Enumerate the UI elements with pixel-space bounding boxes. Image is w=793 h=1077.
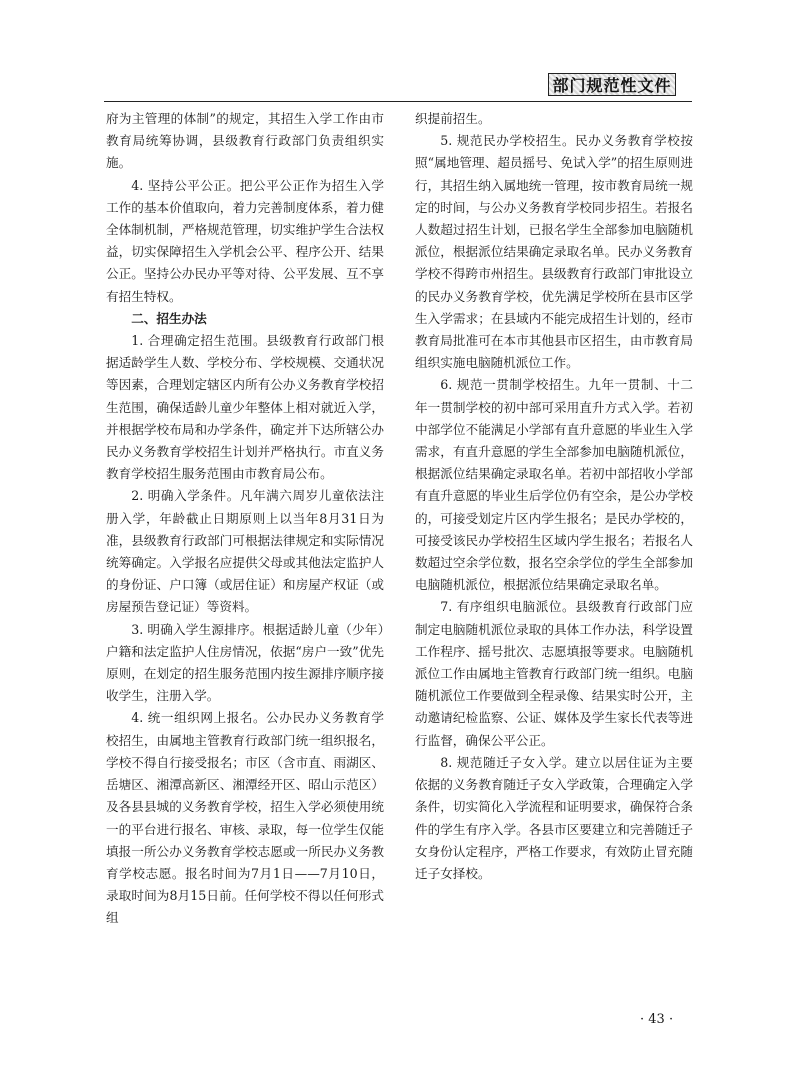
paragraph-private-school-enrollment: 5. 规范民办学校招生。民办义务教育学校按照“属地管理、超员摇号、免试入学”的招生原则进行，其招生纳入属地统一管理，按市教育局统一规定的时间，与公办义务教育学校同步招生。若报名人数超过招生计划，已报名学生全部参加电脑随机派位，根据派位结果确定录取名单。民办义务教育学校不得跨市州招生。县级教育行政部门审批设立的民办义务教育学校，优先满足学校所在县市区学生入学需求；在县域内不能完成招生计划的，经市教育局批准可在本市其他县市区招生，由市教育局组织实施电脑随机派位工作。 <box>415 133 693 371</box>
paragraph-computer-lottery: 7. 有序组织电脑派位。县级教育行政部门应制定电脑随机派位录取的具体工作办法，科学设置工作程序、摇号批次、志愿填报等要求。电脑随机派位工作由属地主管教育行政部门统一组织。电脑随机派位工作要做到全程录像、结果实时公开，主动邀请纪检监察、公证、媒体及学生家长代表等进行监督，确保公平公正。 <box>415 599 693 748</box>
section-label-badge <box>548 73 676 96</box>
paragraph-online-registration: 4. 统一组织网上报名。公办民办义务教育学校招生，由属地主管教育行政部门统一组织报名，学校不得自行接受报名；市区（含市直、雨湖区、岳塘区、湘潭高新区、湘潭经开区、昭山示范区）及各县县城的义务教育学校，招生入学必须使用统一的平台进行报名、审核、录取，每一位学生仅能填报一所公办义务教育学校志愿或一所民办义务教育学校志愿。报名时间为7月1日——7月10日，录取时间为8月15日前。任何学校不得以任何形式组 <box>106 710 384 926</box>
paragraph-migrant-children: 8. 规范随迁子女入学。建立以居住证为主要依据的义务教育随迁子女入学政策，合理确定入学条件，切实简化入学流程和证明要求，确保符合条件的学生有序入学。各县市区要建立和完善随迁子女身份认定程序，严格工作要求，有效防止冒充随迁子女择校。 <box>415 754 693 881</box>
paragraph-student-ranking: 3. 明确入学生源排序。根据适龄儿童（少年）户籍和法定监护人住房情况，依据“房户一致”优先原则，在划定的招生服务范围内按生源排序顺序接收学生，注册入学。 <box>106 621 384 704</box>
paragraph-continuation: 府为主管理的体制”的规定，其招生入学工作由市教育局统筹协调，县级教育行政部门负责组织实施。 <box>106 111 384 171</box>
paragraph-continuation: 织提前招生。 <box>415 111 491 126</box>
page-number: · 43 · <box>640 1012 674 1027</box>
section-heading-enrollment-methods: 二、招生办法 <box>131 310 207 326</box>
paragraph-admission-conditions: 2. 明确入学条件。凡年满六周岁儿童依法注册入学，年龄截止日期原则上以当年8月31日为准，县级教育行政部门可根据法律规定和实际情况统筹确定。入学报名应提供父母或其他法定监护人的身份证、户口簿（或居住证）和房屋产权证（或房屋预告登记证）等资料。 <box>106 488 384 615</box>
right-text-column <box>415 108 693 885</box>
left-text-column <box>106 108 384 930</box>
header-divider <box>104 101 692 102</box>
section-label-text: 部门规范性文件 <box>552 76 672 95</box>
paragraph-consistent-school-enrollment: 6. 规范一贯制学校招生。九年一贯制、十二年一贯制学校的初中部可采用直升方式入学。若初中部学位不能满足小学部有直升意愿的毕业生入学需求，有直升意愿的学生全部参加电脑随机派位，根据派位结果确定录取名单。若初中部招收小学部有直升意愿的毕业生后学位仍有空余，是公办学校的，可接受划定片区内学生报名；是民办学校的，可接受该民办学校招生区域内学生报名；若报名人数超过空余学位数，报名空余学位的学生全部参加电脑随机派位，根据派位结果确定录取名单。 <box>415 377 693 593</box>
paragraph-enrollment-scope: 1. 合理确定招生范围。县级教育行政部门根据适龄学生人数、学校分布、学校规模、交通状况等因素，合理划定辖区内所有公办义务教育学校招生范围，确保适龄儿童少年整体上相对就近入学，并根据学校布局和办学条件，确定并下达所辖公办民办义务教育学校招生计划并严格执行。市直义务教育学校招生服务范围由市教育局公布。 <box>106 333 384 482</box>
paragraph-fair-principle: 4. 坚持公平公正。把公平公正作为招生入学工作的基本价值取向，着力完善制度体系，着力健全体制机制，严格规范管理，切实维护学生合法权益，切实保障招生入学机会公平、程序公开、结果公正。坚持公办民办平等对待、公平发展、互不享有招生特权。 <box>106 177 384 304</box>
